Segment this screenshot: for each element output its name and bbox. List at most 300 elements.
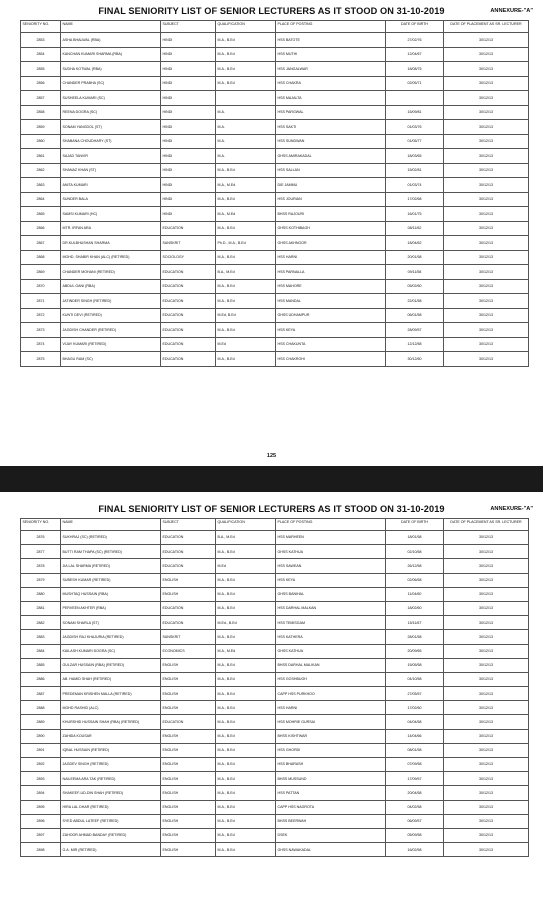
cell-name: CHANDER PRABHA (SC) (61, 76, 161, 91)
cell-qualification: M.A., B.Ed (216, 715, 276, 729)
cell-seniority-no: 2887 (21, 687, 61, 701)
cell-subject: HINDI (161, 207, 216, 222)
cell-qualification: M.A., B.Ed (216, 800, 276, 814)
cell-seniority-no: 2895 (21, 800, 61, 814)
cell-date-of-placement: 30/12/13 (444, 76, 529, 91)
table-row (21, 843, 529, 857)
cell-date-of-placement: 30/12/13 (444, 33, 529, 48)
cell-name: SHAKEEF-UD-DIN SHAH (RETIRED) (61, 786, 161, 800)
cell-qualification: M.A., M.Ed (216, 178, 276, 193)
cell-name: SYED ABDUL LATEEF (RETIRED) (61, 814, 161, 828)
cell-seniority-no: 2861 (21, 149, 61, 164)
cell-subject: ENGLISH (161, 658, 216, 672)
cell-qualification: M.A., B.Ed (216, 76, 276, 91)
cell-qualification: M.A., B.Ed (216, 658, 276, 672)
cell-subject: ENGLISH (161, 701, 216, 715)
cell-date-of-birth: 14/04/66 (386, 729, 444, 743)
cell-subject: HINDI (161, 91, 216, 106)
cell-seniority-no: 2853 (21, 33, 61, 48)
cell-qualification: M.A., B.Ed (216, 47, 276, 62)
annexure-label: ANNEXURE-"A" (490, 8, 533, 14)
cell-date-of-placement: 30/12/13 (444, 337, 529, 352)
cell-qualification: M.A., B.Ed (216, 192, 276, 207)
cell-qualification: M.Ed (216, 337, 276, 352)
table-row (21, 531, 529, 545)
cell-seniority-no: 2885 (21, 658, 61, 672)
cell-date-of-placement: 30/12/13 (444, 644, 529, 658)
cell-date-of-birth: 27/02/76 (386, 33, 444, 48)
cell-date-of-birth: 20/04/58 (386, 786, 444, 800)
table-row (21, 294, 529, 309)
cell-subject: EDUCATION (161, 715, 216, 729)
cell-date-of-placement: 30/12/13 (444, 531, 529, 545)
cell-place-of-posting: HSS HARNI (276, 250, 386, 265)
cell-subject: ECONOMICS (161, 644, 216, 658)
table-row (21, 743, 529, 757)
cell-seniority-no: 2882 (21, 616, 61, 630)
cell-subject: HINDI (161, 76, 216, 91)
table-row (21, 800, 529, 814)
cell-date-of-birth: 22/01/58 (386, 294, 444, 309)
cell-seniority-no: 2878 (21, 559, 61, 573)
cell-qualification: M.A., B.Ed (216, 672, 276, 686)
column-header-subject: SUBJECT (161, 21, 216, 33)
cell-seniority-no: 2896 (21, 814, 61, 828)
table-row (21, 236, 529, 251)
column-header-place-of-posting: PLACE OF POSTING (276, 519, 386, 531)
cell-name: PERVEEN AKHTER (RBA) (61, 601, 161, 615)
page-number: 125 (266, 453, 277, 459)
cell-date-of-placement: 30/12/13 (444, 105, 529, 120)
cell-name: PREDEMAN KRISHEN MALLA (RETIRED) (61, 687, 161, 701)
cell-date-of-placement: 30/12/13 (444, 323, 529, 338)
table-row (21, 772, 529, 786)
cell-date-of-birth: 20/01/58 (386, 250, 444, 265)
cell-subject: HINDI (161, 120, 216, 135)
cell-place-of-posting: HSS KEYA (276, 573, 386, 587)
cell-name: GULZAR HUSSAIN (RBA) (RETIRED) (61, 658, 161, 672)
seniority-table (20, 20, 529, 367)
cell-date-of-birth: 01/05/77 (386, 134, 444, 149)
cell-date-of-placement: 30/12/13 (444, 91, 529, 106)
cell-name: AB. HAMID SHAH (RETIRED) (61, 672, 161, 686)
cell-name: KUNTI DEVI (RETIRED) (61, 308, 161, 323)
document-page-2 (0, 496, 543, 906)
table-row (21, 337, 529, 352)
cell-seniority-no: 2883 (21, 630, 61, 644)
cell-seniority-no: 2892 (21, 758, 61, 772)
cell-qualification: M.A., M.Ed (216, 644, 276, 658)
cell-seniority-no: 2894 (21, 786, 61, 800)
cell-date-of-birth: 18/02/60 (386, 601, 444, 615)
cell-seniority-no: 2858 (21, 105, 61, 120)
cell-seniority-no: 2873 (21, 323, 61, 338)
cell-subject: EDUCATION (161, 323, 216, 338)
cell-seniority-no: 2897 (21, 828, 61, 842)
cell-subject: EDUCATION (161, 559, 216, 573)
column-header-place-of-posting: PLACE OF POSTING (276, 21, 386, 33)
cell-date-of-birth: 16/02/58 (386, 843, 444, 857)
cell-seniority-no: 2874 (21, 337, 61, 352)
cell-date-of-placement: 30/12/13 (444, 178, 529, 193)
cell-date-of-placement: 30/12/13 (444, 279, 529, 294)
cell-date-of-birth: 18/04/62 (386, 236, 444, 251)
table-row (21, 91, 529, 106)
table-row (21, 323, 529, 338)
cell-qualification: M.A., B.Ed (216, 601, 276, 615)
cell-date-of-birth: 26/12/58 (386, 559, 444, 573)
cell-date-of-birth: 20/09/65 (386, 644, 444, 658)
cell-seniority-no: 2854 (21, 47, 61, 62)
cell-qualification: M.A., B.Ed (216, 814, 276, 828)
cell-place-of-posting: GHSS AMIRAKADAL (276, 149, 386, 164)
cell-qualification: M.A. (216, 134, 276, 149)
table-row (21, 672, 529, 686)
table-row (21, 163, 529, 178)
column-header-qualification: QUALIFICATION (216, 21, 276, 33)
cell-name: MOHD RASHID (ALC) (61, 701, 161, 715)
cell-date-of-birth: 18/08/75 (386, 62, 444, 77)
cell-name: ANITA KUMARI (61, 178, 161, 193)
cell-seniority-no: 2860 (21, 134, 61, 149)
cell-subject: HINDI (161, 149, 216, 164)
cell-seniority-no: 2889 (21, 715, 61, 729)
cell-subject: ENGLISH (161, 672, 216, 686)
table-row (21, 715, 529, 729)
cell-subject: ENGLISH (161, 843, 216, 857)
cell-name: IQBAL HUSSAIN (RETIRED) (61, 743, 161, 757)
cell-place-of-posting: GHSS AKHNOOR (276, 236, 386, 251)
cell-subject: HINDI (161, 47, 216, 62)
cell-subject: EDUCATION (161, 601, 216, 615)
cell-seniority-no: 2884 (21, 644, 61, 658)
cell-name: NAILEEMA ARA TAK (RETIRED) (61, 772, 161, 786)
cell-qualification: M.Ed, B.Ed (216, 308, 276, 323)
cell-qualification: M.A. (216, 105, 276, 120)
cell-place-of-posting: HSS SAKTI (276, 120, 386, 135)
cell-date-of-placement: 30/12/13 (444, 672, 529, 686)
cell-name: KHURSHID HUSSAIN SHAH (RBA) (RETIRED) (61, 715, 161, 729)
cell-place-of-posting: GHSS KOTHIBAGH (276, 221, 386, 236)
cell-name: KANCHAN KUMARI SHARMA (RBA) (61, 47, 161, 62)
cell-name: SAMSI KUMARI (HC) (61, 207, 161, 222)
cell-seniority-no: 2872 (21, 308, 61, 323)
cell-place-of-posting: HSS BHARASH (276, 758, 386, 772)
cell-subject: ENGLISH (161, 814, 216, 828)
cell-seniority-no: 2865 (21, 207, 61, 222)
cell-seniority-no: 2866 (21, 221, 61, 236)
cell-place-of-posting: HSS MAJALTA (276, 91, 386, 106)
cell-place-of-posting: HSS MANDAL (276, 294, 386, 309)
table-row (21, 308, 529, 323)
table-row (21, 687, 529, 701)
table-row (21, 178, 529, 193)
cell-name: SUBESH KUMAR (RETIRED) (61, 573, 161, 587)
cell-seniority-no: 2877 (21, 545, 61, 559)
table-row (21, 573, 529, 587)
table-row (21, 758, 529, 772)
table-row (21, 658, 529, 672)
cell-place-of-posting: HSS HARNI (276, 701, 386, 715)
cell-date-of-placement: 30/12/13 (444, 236, 529, 251)
cell-date-of-birth: 05/02/60 (386, 279, 444, 294)
cell-date-of-birth: 04/02/58 (386, 800, 444, 814)
cell-date-of-placement: 30/12/13 (444, 192, 529, 207)
cell-qualification: M.A., B.Ed (216, 250, 276, 265)
cell-name: G.A. MIR (RETIRED) (61, 843, 161, 857)
cell-date-of-placement: 30/12/13 (444, 265, 529, 280)
cell-date-of-placement: 30/12/13 (444, 221, 529, 236)
cell-name: DR.KULBHUSHAN SHARMA (61, 236, 161, 251)
table-row (21, 729, 529, 743)
cell-seniority-no: 2856 (21, 76, 61, 91)
cell-place-of-posting: BHSS DARHAL MALIKAN (276, 658, 386, 672)
cell-subject: EDUCATION (161, 308, 216, 323)
cell-seniority-no: 2857 (21, 91, 61, 106)
cell-qualification: M.A., B.Ed (216, 352, 276, 367)
seniority-table (20, 518, 529, 857)
cell-date-of-birth: 17/02/68 (386, 192, 444, 207)
cell-date-of-birth: 15/02/81 (386, 163, 444, 178)
table-row (21, 352, 529, 367)
cell-qualification: Ph.D., M.A., B.Ed (216, 236, 276, 251)
table-row (21, 279, 529, 294)
cell-qualification: M.A., B.Ed (216, 294, 276, 309)
cell-date-of-placement: 30/12/13 (444, 743, 529, 757)
table-row (21, 149, 529, 164)
cell-name: CHANDER MOHANI (RETIRED) (61, 265, 161, 280)
cell-place-of-posting: HSS PARNALLA (276, 265, 386, 280)
cell-subject: EDUCATION (161, 337, 216, 352)
column-header-name: NAME (61, 519, 161, 531)
cell-subject: ENGLISH (161, 729, 216, 743)
cell-date-of-placement: 30/12/13 (444, 616, 529, 630)
cell-place-of-posting: HSS MAHORE (276, 279, 386, 294)
cell-qualification: B.A., M.Ed (216, 265, 276, 280)
table-row (21, 701, 529, 715)
cell-subject: EDUCATION (161, 221, 216, 236)
cell-date-of-placement: 30/12/13 (444, 800, 529, 814)
cell-place-of-posting: HSS CHAKROHI (276, 352, 386, 367)
cell-subject: HINDI (161, 178, 216, 193)
cell-qualification: M.A., M.Ed (216, 207, 276, 222)
cell-date-of-placement: 30/12/13 (444, 786, 529, 800)
table-row (21, 786, 529, 800)
cell-place-of-posting: HSS JOURIAN (276, 192, 386, 207)
table-row (21, 545, 529, 559)
table-row (21, 33, 529, 48)
cell-qualification: M.A., B.Ed (216, 687, 276, 701)
table-row (21, 47, 529, 62)
column-header-date-of-placement: DATE OF PLACEMENT AS SR. LECTURER (444, 519, 529, 531)
cell-name: MUSHTAQ HUSSAIN (RBA) (61, 587, 161, 601)
cell-date-of-placement: 30/12/13 (444, 715, 529, 729)
column-header-date-of-birth: DATE OF BIRTH (386, 21, 444, 33)
cell-date-of-birth: 17/02/60 (386, 701, 444, 715)
table-row (21, 221, 529, 236)
cell-date-of-placement: 30/12/13 (444, 120, 529, 135)
cell-subject: ENGLISH (161, 786, 216, 800)
table-row (21, 120, 529, 135)
table-row (21, 207, 529, 222)
cell-place-of-posting: GHSS KATHUA (276, 644, 386, 658)
cell-seniority-no: 2855 (21, 62, 61, 77)
cell-date-of-birth: 05/09/58 (386, 828, 444, 842)
cell-name: SONAM YANGDOL (ST) (61, 120, 161, 135)
cell-qualification: M.A., B.Ed (216, 33, 276, 48)
cell-date-of-placement: 30/12/13 (444, 758, 529, 772)
cell-place-of-posting: HSS DARHAL MALKAN (276, 601, 386, 615)
cell-subject: EDUCATION (161, 279, 216, 294)
cell-subject: ENGLISH (161, 800, 216, 814)
cell-name: KAILASH KUMARI DOGRA (SC) (61, 644, 161, 658)
cell-subject: HINDI (161, 163, 216, 178)
cell-place-of-posting: HSS SALLAN (276, 163, 386, 178)
table-row (21, 265, 529, 280)
cell-qualification: M.A., B.Ed (216, 701, 276, 715)
cell-subject: EDUCATION (161, 545, 216, 559)
cell-place-of-posting: HSS TEMISGAM (276, 616, 386, 630)
cell-place-of-posting: HSS JANGALWAR (276, 62, 386, 77)
cell-date-of-placement: 30/12/13 (444, 658, 529, 672)
cell-place-of-posting: HSS GOSHBUGH (276, 672, 386, 686)
cell-seniority-no: 2890 (21, 729, 61, 743)
cell-qualification: M.Ed., B.Ed (216, 616, 276, 630)
cell-name: SHABANA CHOUDHARY (ST) (61, 134, 161, 149)
cell-date-of-birth: 04/10/58 (386, 672, 444, 686)
cell-date-of-birth: 15/11/67 (386, 616, 444, 630)
cell-name: SHANAZ KHAN (ST) (61, 163, 161, 178)
cell-date-of-birth: 12/04/67 (386, 47, 444, 62)
cell-date-of-birth: 15/05/58 (386, 658, 444, 672)
cell-date-of-placement: 30/12/13 (444, 630, 529, 644)
table-row (21, 616, 529, 630)
cell-date-of-birth: 15/09/81 (386, 105, 444, 120)
cell-date-of-birth: 08/11/62 (386, 221, 444, 236)
cell-date-of-placement: 30/12/13 (444, 573, 529, 587)
cell-date-of-placement: 30/12/13 (444, 163, 529, 178)
cell-date-of-birth: 06/01/58 (386, 308, 444, 323)
column-header-qualification: QUALIFICATION (216, 519, 276, 531)
table-row (21, 601, 529, 615)
cell-date-of-birth: 02/06/58 (386, 573, 444, 587)
cell-subject: ENGLISH (161, 772, 216, 786)
cell-name: ZAHOOR AHMAD BANDAY (RETIRED) (61, 828, 161, 842)
column-header-seniority-no: SENIORITY NO. (21, 519, 61, 531)
cell-date-of-placement: 30/12/13 (444, 772, 529, 786)
cell-qualification: M.A., B.Ed (216, 323, 276, 338)
cell-date-of-birth (386, 91, 444, 106)
cell-name: JAGDEV SINGH (RETIRED) (61, 758, 161, 772)
table-row (21, 76, 529, 91)
cell-place-of-posting: CAPP HSS PURKHOO (276, 687, 386, 701)
column-header-date-of-placement: DATE OF PLACEMENT AS SR. LECTURER (444, 21, 529, 33)
cell-date-of-birth: 11/04/60 (386, 587, 444, 601)
cell-seniority-no: 2898 (21, 843, 61, 857)
column-header-seniority-no: SENIORITY NO. (21, 21, 61, 33)
cell-date-of-birth: 01/03/74 (386, 178, 444, 193)
cell-place-of-posting: HSS KEYA (276, 323, 386, 338)
cell-subject: SANSKRIT (161, 236, 216, 251)
cell-name: JAGDISH CHANDER (RETIRED) (61, 323, 161, 338)
cell-date-of-placement: 30/12/13 (444, 352, 529, 367)
table-row (21, 828, 529, 842)
cell-qualification: M.A., B.Ed (216, 743, 276, 757)
cell-subject: EDUCATION (161, 352, 216, 367)
cell-subject: ENGLISH (161, 828, 216, 842)
cell-place-of-posting: BHSS RAJOURI (276, 207, 386, 222)
cell-name: ABDUL GANI (RBA) (61, 279, 161, 294)
table-header-row (21, 519, 529, 531)
cell-place-of-posting: GHSS UDHAMPUR (276, 308, 386, 323)
cell-place-of-posting: HSS MUTHI (276, 47, 386, 62)
cell-seniority-no: 2880 (21, 587, 61, 601)
cell-subject: HINDI (161, 62, 216, 77)
cell-name: JIA LAL SHARMA (RETIRED) (61, 559, 161, 573)
cell-date-of-birth: 01/03/76 (386, 120, 444, 135)
cell-name: JAGDISH RAJ KHAJURIA (RETIRED) (61, 630, 161, 644)
cell-date-of-birth: 06/09/57 (386, 814, 444, 828)
cell-date-of-birth: 18/01/58 (386, 531, 444, 545)
cell-place-of-posting: GHSS NAWAKADAL (276, 843, 386, 857)
cell-subject: ENGLISH (161, 573, 216, 587)
column-header-name: NAME (61, 21, 161, 33)
cell-name: SUSHEELA KUMARI (SC) (61, 91, 161, 106)
table-row (21, 250, 529, 265)
page-title: FINAL SENIORITY LIST OF SENIOR LECTURERS AS IT STOOD ON 31-10-2019 (98, 6, 445, 16)
table-row (21, 192, 529, 207)
cell-seniority-no: 2868 (21, 250, 61, 265)
cell-date-of-placement: 30/12/13 (444, 207, 529, 222)
cell-qualification: M.A., B.Ed (216, 772, 276, 786)
cell-date-of-placement: 30/12/13 (444, 843, 529, 857)
cell-date-of-placement: 30/12/13 (444, 308, 529, 323)
cell-qualification: M.A., B.Ed (216, 221, 276, 236)
cell-date-of-birth: 09/11/58 (386, 265, 444, 280)
cell-date-of-birth: 27/05/57 (386, 687, 444, 701)
cell-name: BHAGU RAM (SC) (61, 352, 161, 367)
cell-place-of-posting: BHSS BEERWAH (276, 814, 386, 828)
cell-seniority-no: 2870 (21, 279, 61, 294)
cell-name: BUTTI RAM THAPA (SC) (RETIRED) (61, 545, 161, 559)
cell-qualification: M.A. (216, 120, 276, 135)
cell-seniority-no: 2881 (21, 601, 61, 615)
cell-seniority-no: 2888 (21, 701, 61, 715)
cell-date-of-placement: 30/12/13 (444, 62, 529, 77)
cell-date-of-birth: 02/05/71 (386, 76, 444, 91)
column-header-subject: SUBJECT (161, 519, 216, 531)
cell-seniority-no: 2864 (21, 192, 61, 207)
cell-name: SONAM SHARLA (ST) (61, 616, 161, 630)
cell-seniority-no: 2891 (21, 743, 61, 757)
cell-place-of-posting: BHSS MUSSUND (276, 772, 386, 786)
cell-date-of-placement: 30/12/13 (444, 828, 529, 842)
table-row (21, 105, 529, 120)
cell-place-of-posting: HSS BATOTE (276, 33, 386, 48)
cell-subject: ENGLISH (161, 587, 216, 601)
cell-name: SUDHA KOTWAL (RBA) (61, 62, 161, 77)
cell-qualification: M.A., B.Ed (216, 163, 276, 178)
cell-name: MTR. IRFAN ARA (61, 221, 161, 236)
cell-qualification: M.A., B.Ed (216, 62, 276, 77)
cell-qualification (216, 91, 276, 106)
table-row (21, 587, 529, 601)
cell-qualification: M.A., B.Ed (216, 279, 276, 294)
cell-date-of-birth: 18/03/65 (386, 149, 444, 164)
cell-qualification: M.A., B.Ed (216, 828, 276, 842)
cell-qualification: M.A., B.Ed (216, 587, 276, 601)
cell-seniority-no: 2875 (21, 352, 61, 367)
